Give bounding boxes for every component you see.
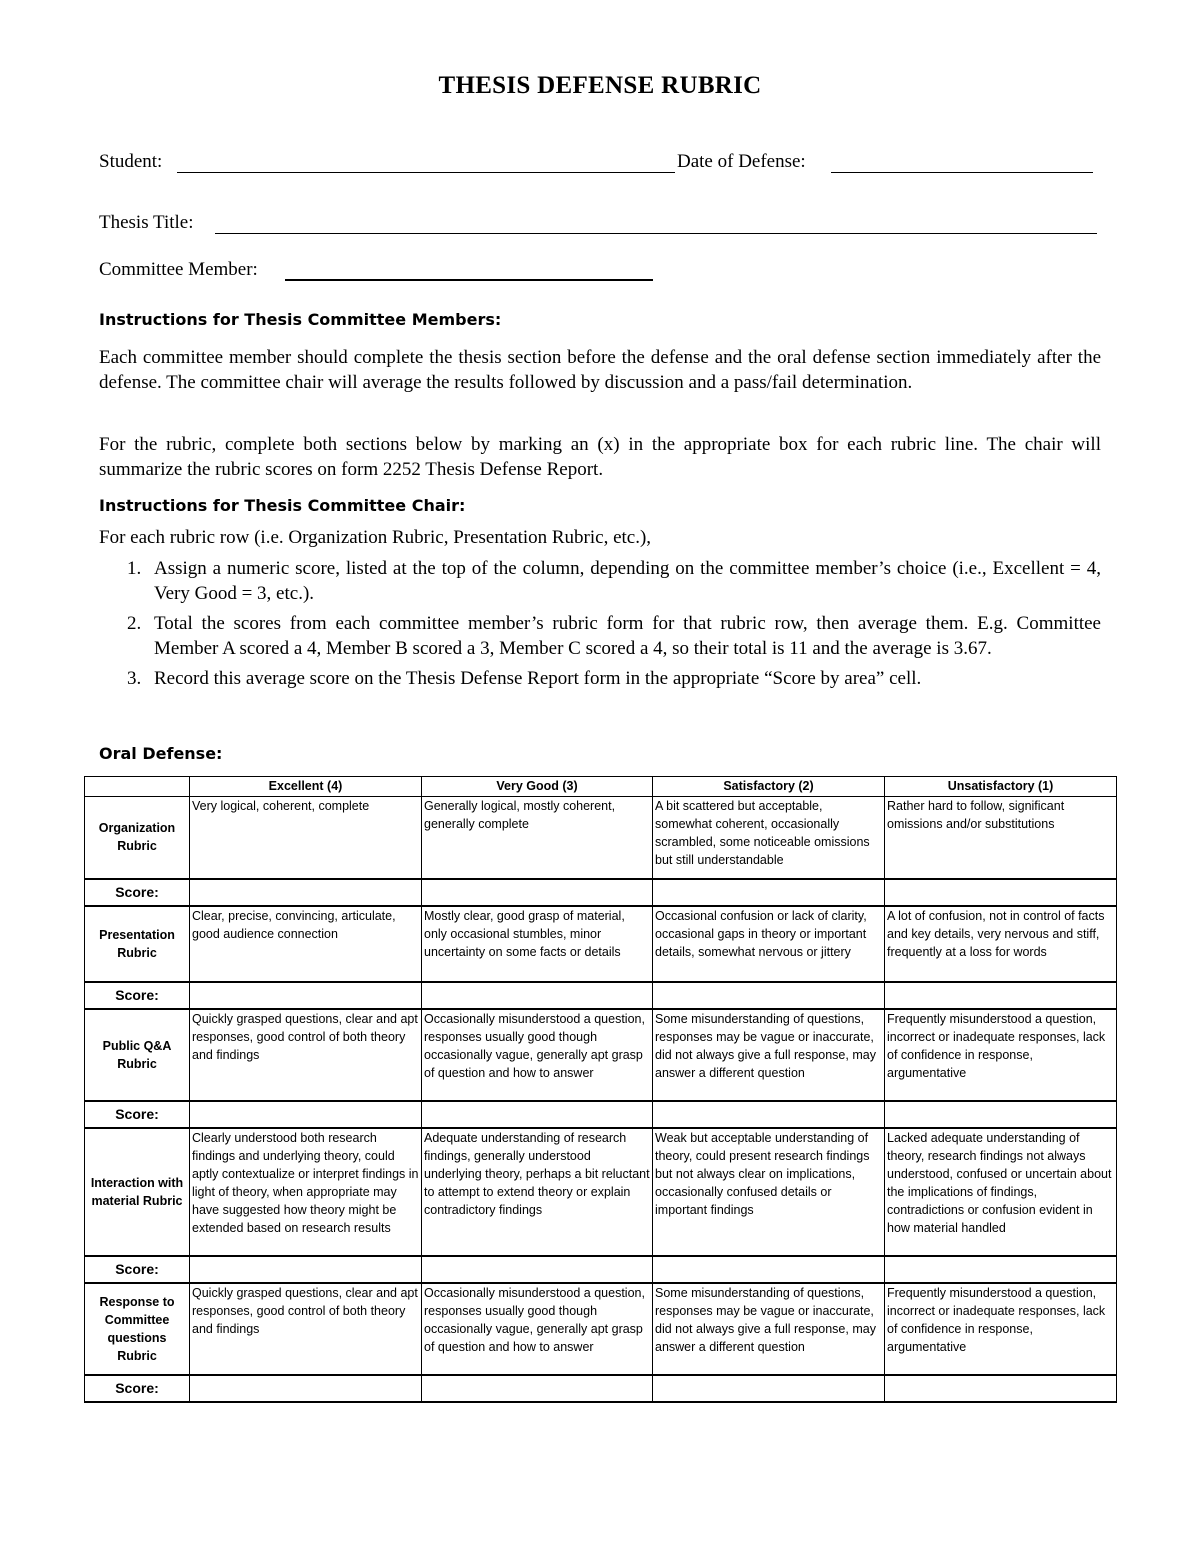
table-row (85, 906, 1117, 982)
rubric-cell[interactable]: Clearly understood both research findings and underlying theory, could aptly contextualize or interpret findings in light of theory, when appropriate may have suggested how theory might be extended based on research results (190, 1128, 422, 1256)
members-instructions-heading: Instructions for Thesis Committee Members: (99, 310, 502, 329)
score-cell[interactable] (653, 1101, 885, 1128)
rubric-cell[interactable]: Quickly grasped questions, clear and apt responses, good control of both theory and findings (190, 1009, 422, 1101)
rubric-cell[interactable]: Some misunderstanding of questions, responses may be vague or inaccurate, did not always give a full response, may answer a different question (653, 1283, 885, 1375)
score-cell[interactable] (885, 982, 1117, 1009)
score-label: Score: (85, 1256, 190, 1283)
oral-defense-rubric-table (84, 776, 1117, 1403)
rubric-cell[interactable]: Frequently misunderstood a question, incorrect or inadequate responses, lack of confidence in response, argumentative (885, 1283, 1117, 1375)
oral-defense-heading: Oral Defense: (99, 744, 223, 763)
page-title: THESIS DEFENSE RUBRIC (438, 72, 762, 99)
rubric-cell[interactable]: Very logical, coherent, complete (190, 797, 422, 879)
row-label-public-qa: Public Q&A Rubric (85, 1009, 190, 1101)
chair-instructions-intro: For each rubric row (i.e. Organization Rubric, Presentation Rubric, etc.), (99, 527, 652, 548)
column-header-satisfactory: Satisfactory (2) (653, 777, 885, 797)
score-cell[interactable] (885, 1375, 1117, 1402)
date-of-defense-field[interactable] (831, 172, 1093, 173)
chair-instructions-list (99, 556, 1101, 696)
members-instructions-para-1: Each committee member should complete the thesis section before the defense and the oral defense section immediately after the defense. The committee chair will average the results followed by discussion and a pass/fail determination. (99, 347, 1101, 393)
row-label-organization: Organization Rubric (85, 797, 190, 879)
rubric-cell[interactable]: Adequate understanding of research findings, generally understood underlying theory, perhaps a bit reluctant to attempt to extend theory or explain contradictory findings (422, 1128, 653, 1256)
score-cell[interactable] (653, 1375, 885, 1402)
rubric-cell[interactable]: Some misunderstanding of questions, responses may be vague or inaccurate, did not always give a full response, may answer a different question (653, 1009, 885, 1101)
score-cell[interactable] (653, 879, 885, 906)
score-cell[interactable] (885, 1101, 1117, 1128)
column-header-unsatisfactory: Unsatisfactory (1) (885, 777, 1117, 797)
rubric-cell[interactable]: Clear, precise, convincing, articulate, good audience connection (190, 906, 422, 982)
score-cell[interactable] (190, 1101, 422, 1128)
rubric-cell[interactable]: Occasional confusion or lack of clarity, occasional gaps in theory or important details, somewhat nervous or jittery (653, 906, 885, 982)
date-of-defense-label: Date of Defense: (677, 151, 806, 172)
column-header-excellent: Excellent (4) (190, 777, 422, 797)
row-label-presentation: Presentation Rubric (85, 906, 190, 982)
score-cell[interactable] (422, 1101, 653, 1128)
score-cell[interactable] (190, 879, 422, 906)
student-label: Student: (99, 151, 163, 172)
row-label-response-to-committee: Response to Committee questions Rubric (85, 1283, 190, 1375)
rubric-cell[interactable]: Mostly clear, good grasp of material, only occasional stumbles, minor uncertainty on some facts or details (422, 906, 653, 982)
rubric-cell[interactable]: Occasionally misunderstood a question, responses usually good though occasionally vague, generally apt grasp of question and how to answer (422, 1283, 653, 1375)
score-cell[interactable] (190, 1256, 422, 1283)
list-item: 3. Record this average score on the Thesis Defense Report form in the appropriate “Score by area” cell. (127, 668, 922, 689)
score-row (85, 1101, 1117, 1128)
list-item: 1. Assign a numeric score, listed at the top of the column, depending on the committee member’s choice (i.e., Excellent = 4, Very Good = 3, etc.). (127, 558, 1101, 604)
score-cell[interactable] (653, 1256, 885, 1283)
column-header-very-good: Very Good (3) (422, 777, 653, 797)
rubric-cell[interactable]: Generally logical, mostly coherent, generally complete (422, 797, 653, 879)
score-cell[interactable] (885, 879, 1117, 906)
score-cell[interactable] (422, 982, 653, 1009)
table-row (85, 1128, 1117, 1256)
score-row (85, 879, 1117, 906)
thesis-title-label: Thesis Title: (99, 212, 194, 233)
score-cell[interactable] (885, 1256, 1117, 1283)
table-header-row (85, 777, 1117, 797)
score-cell[interactable] (190, 1375, 422, 1402)
score-label: Score: (85, 1101, 190, 1128)
score-cell[interactable] (422, 1256, 653, 1283)
score-row (85, 1375, 1117, 1402)
score-label: Score: (85, 982, 190, 1009)
student-date-row (99, 151, 1101, 175)
rubric-cell[interactable]: Quickly grasped questions, clear and apt responses, good control of both theory and findings (190, 1283, 422, 1375)
corner-cell (85, 777, 190, 797)
rubric-cell[interactable]: Lacked adequate understanding of theory, research findings not always understood, confused or uncertain about the implications of findings, contradictions or confusion evident in how material handled (885, 1128, 1117, 1256)
rubric-cell[interactable]: A bit scattered but acceptable, somewhat coherent, occasionally scrambled, some noticeable omissions but still understandable (653, 797, 885, 879)
rubric-cell[interactable]: Frequently misunderstood a question, incorrect or inadequate responses, lack of confidence in response, argumentative (885, 1009, 1117, 1101)
chair-instructions-heading: Instructions for Thesis Committee Chair: (99, 496, 466, 515)
score-label: Score: (85, 879, 190, 906)
list-item: 2. Total the scores from each committee member’s rubric form for that rubric row, then average them. E.g. Committee Member A scored a 4, Member B scored a 3, Member C scored a 4, so their total is 11 and the average is 3.67. (127, 613, 1101, 659)
committee-member-field[interactable] (285, 279, 653, 281)
score-cell[interactable] (653, 982, 885, 1009)
score-cell[interactable] (422, 879, 653, 906)
score-cell[interactable] (422, 1375, 653, 1402)
student-field[interactable] (177, 172, 675, 173)
members-instructions-para-2: For the rubric, complete both sections below by marking an (x) in the appropriate box for each rubric line. The chair will summarize the rubric scores on form 2252 Thesis Defense Report. (99, 434, 1101, 480)
committee-member-label: Committee Member: (99, 259, 258, 280)
thesis-title-field[interactable] (215, 233, 1097, 234)
rubric-cell[interactable]: Rather hard to follow, significant omissions and/or substitutions (885, 797, 1117, 879)
score-label: Score: (85, 1375, 190, 1402)
committee-member-row (99, 259, 1101, 283)
score-cell[interactable] (190, 982, 422, 1009)
table-row (85, 1009, 1117, 1101)
table-row (85, 1283, 1117, 1375)
rubric-cell[interactable]: A lot of confusion, not in control of facts and key details, very nervous and stiff, frequently at a loss for words (885, 906, 1117, 982)
table-row (85, 797, 1117, 879)
row-label-interaction: Interaction with material Rubric (85, 1128, 190, 1256)
score-row (85, 982, 1117, 1009)
rubric-cell[interactable]: Occasionally misunderstood a question, responses usually good though occasionally vague, generally apt grasp of question and how to answer (422, 1009, 653, 1101)
score-row (85, 1256, 1117, 1283)
rubric-cell[interactable]: Weak but acceptable understanding of theory, could present research findings but not always clear on implications, occasionally confused details or important findings (653, 1128, 885, 1256)
thesis-title-row (99, 212, 1101, 236)
